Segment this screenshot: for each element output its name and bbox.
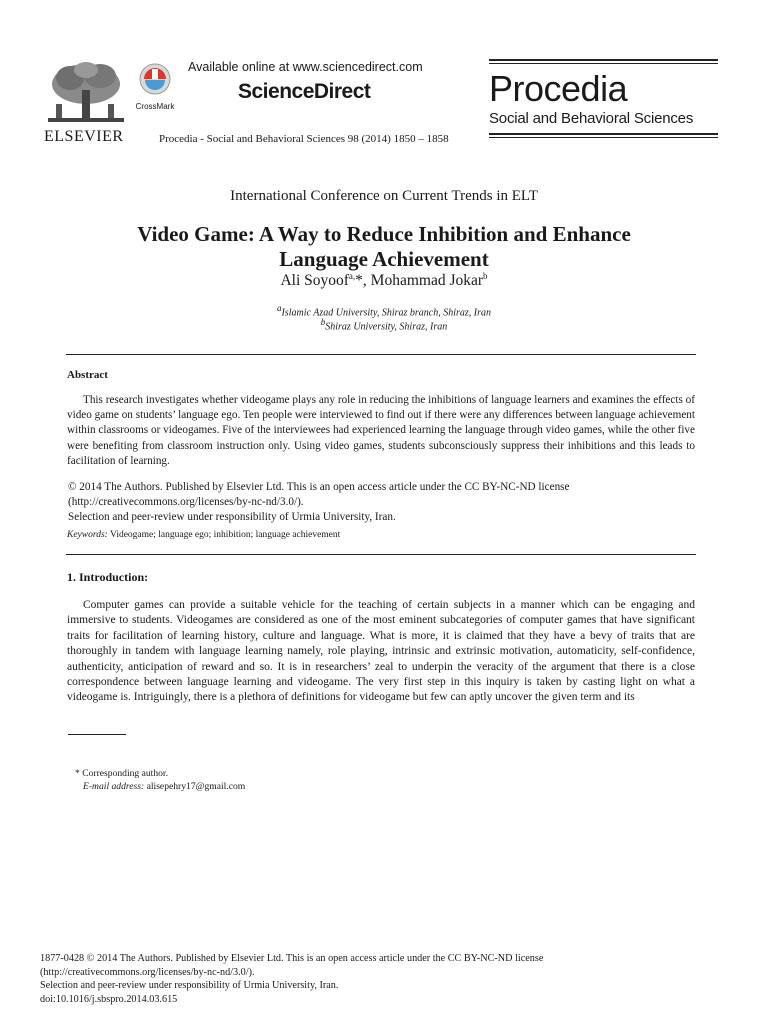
author-name: Mohammad Jokar bbox=[370, 272, 484, 290]
paper-title-line-1: Video Game: A Way to Reduce Inhibition and Enhance bbox=[137, 222, 631, 246]
footer-license-link[interactable]: (http://creativecommons.org/licenses/by-nc-nd/3.0/). bbox=[40, 966, 255, 978]
crossmark-icon bbox=[138, 62, 172, 96]
affiliation-mark: b bbox=[320, 317, 326, 327]
email-address[interactable]: alisepehry17@gmail.com bbox=[146, 781, 246, 792]
divider bbox=[66, 554, 696, 555]
license-line-3: Selection and peer-review under responsibility of Urmia University, Iran. bbox=[68, 511, 396, 523]
affiliation-mark: b bbox=[483, 271, 488, 281]
author-list bbox=[0, 271, 768, 290]
author-separator: , bbox=[362, 272, 371, 290]
procedia-title: Procedia bbox=[489, 68, 628, 109]
affiliation-b bbox=[0, 317, 768, 332]
divider bbox=[66, 354, 696, 355]
crossmark-label: CrossMark bbox=[135, 102, 175, 111]
abstract-license bbox=[68, 480, 570, 525]
footer-doi[interactable]: doi:10.1016/j.sbspro.2014.03.615 bbox=[40, 993, 178, 1005]
procedia-journal-logo bbox=[489, 59, 718, 138]
elsevier-wordmark: ELSEVIER bbox=[44, 128, 124, 145]
journal-reference: Procedia - Social and Behavioral Sciences 98 (2014) 1850 – 1858 bbox=[159, 133, 449, 145]
keywords-label: Keywords: bbox=[67, 530, 108, 540]
affiliation-text: Shiraz University, Shiraz, Iran bbox=[325, 321, 448, 333]
affiliation-mark: a bbox=[276, 303, 282, 313]
conference-name: International Conference on Current Trends in ELT bbox=[230, 188, 538, 204]
license-link[interactable]: (http://creativecommons.org/licenses/by-nc-nd/3.0/). bbox=[68, 496, 304, 508]
affiliation-text: Islamic Azad University, Shiraz branch, Shiraz, Iran bbox=[281, 307, 492, 319]
paper-title bbox=[0, 222, 768, 272]
license-line-1: © 2014 The Authors. Published by Elsevier Ltd. This is an open access article under the CC BY-NC-ND license bbox=[68, 481, 570, 493]
footer-license: 1877-0428 © 2014 The Authors. Published by Elsevier Ltd. This is an open access article under the CC BY-NC-ND license bbox=[40, 953, 544, 964]
keywords-list: Videogame; language ego; inhibition; language achievement bbox=[110, 530, 341, 540]
paper-title-line-2: Language Achievement bbox=[279, 247, 489, 271]
abstract-heading: Abstract bbox=[67, 369, 108, 381]
abstract-body: This research investigates whether videogame plays any role in reducing the inhibitions of language learners and examines the effects of video game on students’ language ego. Ten people were interviewed to find out if there were any differences between language achievement within classrooms or videogames. Five of the interviewees had experienced learning the language through video games, while the other five were benefiting from classroom instruction only. Using video games, students subconsciously suppress their inhibitions and this leads to facilitation of learning. bbox=[67, 394, 695, 467]
email-label: E-mail address: bbox=[83, 781, 145, 792]
procedia-subtitle: Social and Behavioral Sciences bbox=[489, 110, 694, 127]
introduction-body: Computer games can provide a suitable vehicle for the teaching of certain subjects in a manner which can be engaging and immersive to students. Videogames are considered as one of the most eminent subcategories of computer games that have significant traits for facilitation of learning history, culture and language. What is more, it is claimed that they have a bevy of traits that are thoroughly in tandem with language learning namely, role playing, intrinsic and extrinsic motivation, automaticity, self-confidence, authenticity, anticipation of reward and so. It is in researchers’ zeal to underpin the veracity of the argument that there is a close correspondence between language learning and videogame. The very first step in this inquiry is taken by casting light on what a videogame is. Intriguingly, there is a plethora of definitions for videogame but few can aptly uncover the given term and its bbox=[67, 599, 695, 704]
logo-rule-bottom-thin bbox=[489, 137, 718, 138]
keywords bbox=[67, 530, 340, 540]
section-heading: 1. Introduction: bbox=[67, 570, 149, 584]
introduction-text bbox=[67, 598, 695, 706]
logo-rule-top-thin bbox=[489, 63, 718, 64]
footnote-rule bbox=[68, 734, 126, 735]
footer-review: Selection and peer-review under responsibility of Urmia University, Iran. bbox=[40, 980, 339, 992]
page-footer bbox=[40, 952, 543, 1006]
logo-rule-bottom bbox=[489, 133, 718, 135]
corresponding-star: * bbox=[355, 272, 363, 290]
affiliation-mark: a, bbox=[348, 271, 356, 281]
footnote-corresponding: * Corresponding author. bbox=[75, 768, 168, 779]
footnote-email bbox=[83, 781, 245, 792]
logo-rule-top bbox=[489, 59, 718, 61]
available-online-text: Available online at www.sciencedirect.com bbox=[188, 60, 423, 74]
abstract-text bbox=[67, 393, 695, 469]
crossmark-badge[interactable] bbox=[133, 62, 177, 110]
author-name: Ali Soyoof bbox=[280, 272, 349, 290]
sciencedirect-wordmark[interactable]: ScienceDirect bbox=[238, 80, 371, 103]
